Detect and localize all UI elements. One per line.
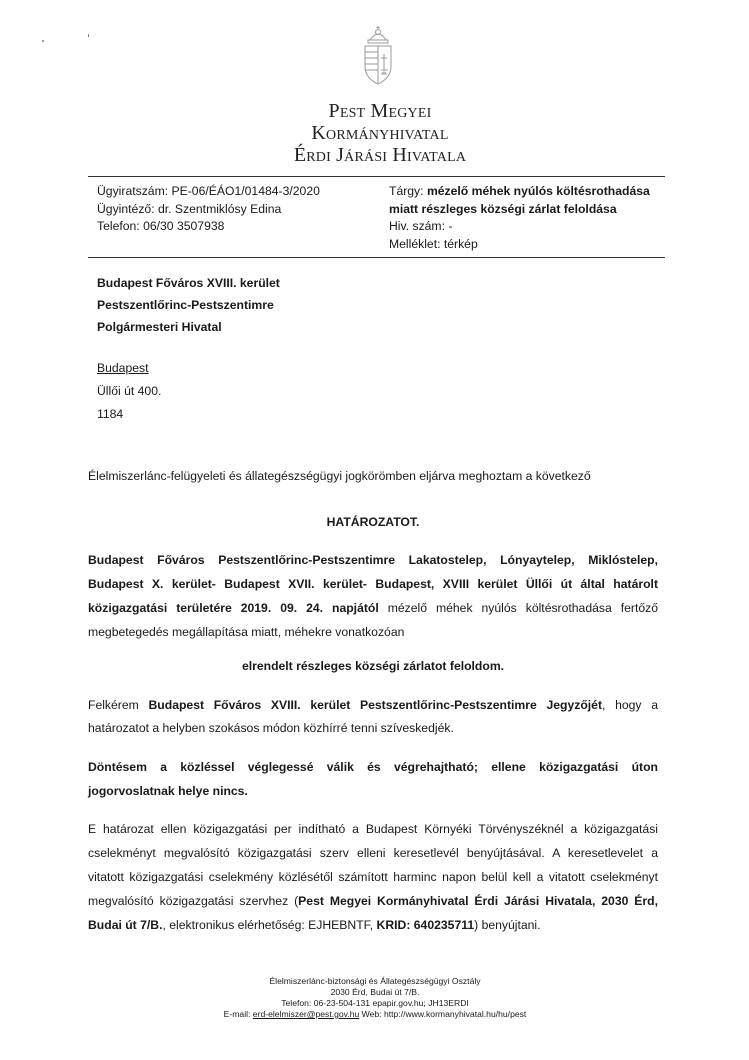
case-phone: Telefon: 06/30 3507938: [97, 219, 225, 233]
org-name-line-2: Kormányhivatal: [311, 122, 449, 144]
paragraph-4-line-3: vitatott közigazgatási cselekmény közlésétől számított harminc napon belül kell a vitatott cselekményt: [88, 870, 658, 884]
footer-web-link[interactable]: http://www.kormanyhivatal.hu/hu/pest: [383, 1009, 527, 1019]
footer-email-label: E-mail:: [223, 1009, 253, 1019]
paragraph-2-pre: Felkérem: [88, 698, 149, 712]
addressee-line-1: Budapest Főváros XVIII. kerület: [97, 276, 280, 290]
case-info: [97, 183, 320, 236]
paragraph-4-pre: megvalósító közigazgatási szervhez (: [88, 894, 299, 908]
paragraph-2-bold: Budapest Főváros XVIII. kerület Pestszentlőrinc-Pestszentimre Jegyzőjét: [148, 698, 602, 712]
subject-info: [389, 183, 650, 253]
subject-value: mézelő méhek nyúlós költésrothadása: [426, 184, 650, 198]
paragraph-1-date: közigazgatási területére 2019. 09. 24. napjától: [88, 601, 379, 615]
footer: [150, 976, 600, 1020]
case-number: Ügyiratszám: PE-06/ÉÁO1/01484-3/2020: [97, 184, 320, 198]
intro-paragraph: Élelmiszerlánc-felügyeleti és állategészségügyi jogkörömben eljárva meghoztam a következő: [88, 469, 591, 483]
footer-web-label: Web:: [359, 1009, 384, 1019]
footer-email-link[interactable]: erd-elelmiszer@pest.gov.hu: [252, 1009, 360, 1019]
decision-title: HATÁROZATOT.: [326, 515, 420, 529]
case-officer: Ügyintéző: dr. Szentmiklósy Edina: [97, 201, 282, 216]
paragraph-2-post: , hogy a: [602, 698, 658, 712]
paragraph-1-line-3: [88, 596, 658, 620]
paragraph-4-electronic: , elektronikus elérhetőség: EJHEBNTF,: [162, 918, 377, 932]
paragraph-1-line-4: megbetegedés megállapítása miatt, méhekre vonatkozóan: [88, 625, 405, 639]
attachment: Melléklet: térkép: [389, 236, 478, 251]
paragraph-2-line-1: [88, 693, 658, 717]
paragraph-4-authority: Pest Megyei Kormányhivatal Érdi Járási Hivatala, 2030 Érd,: [298, 894, 658, 908]
paragraph-4-end: ) benyújtani.: [474, 918, 541, 932]
paragraph-2-line-2: határozatot a helyben szokásos módon közhírré tenni szíveskedjék.: [88, 721, 454, 735]
decision-statement: elrendelt részleges községi zárlatot feloldom.: [241, 659, 505, 673]
paragraph-3-line-1: Döntésem a közléssel véglegessé válik és végrehajtható; ellene közigazgatási úton: [88, 760, 658, 774]
divider: [88, 257, 665, 258]
reference-number: Hiv. szám: -: [389, 219, 453, 233]
addressee-street: Üllői út 400.: [97, 384, 162, 398]
subject-label: Tárgy:: [389, 184, 427, 198]
paragraph-4-line-5: [88, 913, 658, 937]
paragraph-4-krid: KRID: 640235711: [376, 918, 475, 932]
subject-value-cont: miatt részleges községi zárlat feloldása: [389, 201, 617, 216]
org-name-line-3: Érdi Járási Hivatala: [293, 144, 467, 166]
paragraph-1-line-3-rest: mézelő méhek nyúlós költésrothadása fertőző: [378, 601, 658, 615]
scan-artifact: [88, 34, 89, 37]
org-name-line-1: Pest Megyei: [328, 100, 432, 122]
addressee-zip: 1184: [97, 407, 124, 421]
addressee-line-3: Polgármesteri Hivatal: [97, 320, 222, 334]
scan-artifact: [42, 40, 44, 42]
paragraph-3-line-2: jogorvoslatnak helye nincs.: [88, 784, 248, 798]
footer-department: Élelmiszerlánc-biztonsági és Állategészségügyi Osztály: [269, 976, 481, 986]
divider: [88, 176, 665, 177]
paragraph-4-street: Budai út 7/B.: [88, 918, 163, 932]
addressee-line-2: Pestszentlőrinc-Pestszentimre: [97, 298, 274, 312]
footer-phone: Telefon: 06-23-504-131 epapir.gov.hu; JH13ERDI: [281, 998, 469, 1008]
paragraph-4-line-4: [88, 889, 658, 913]
paragraph-4-line-2: cselekményt megvalósító közigazgatási szerv elleni keresetlevél benyújtásával. A keresetlevelet a: [88, 846, 658, 860]
subject-line: [389, 183, 650, 201]
footer-contact: [150, 1009, 600, 1020]
paragraph-4-line-1: E határozat ellen közigazgatási per indítható a Budapest Környéki Törvényszéknél a közigazgatási: [88, 822, 658, 836]
footer-address: 2030 Érd, Budai út 7/B.: [330, 987, 420, 997]
addressee-city: Budapest: [97, 361, 149, 375]
coat-of-arms-icon: [356, 18, 400, 90]
paragraph-1-line-1: Budapest Főváros Pestszentlőrinc-Pestszentimre Lakatostelep, Lónyaytelep, Miklóstelep,: [88, 553, 658, 567]
paragraph-1-line-2: Budapest X. kerület- Budapest XVII. kerület- Budapest, XVIII kerület Üllői út által határolt: [88, 577, 658, 591]
